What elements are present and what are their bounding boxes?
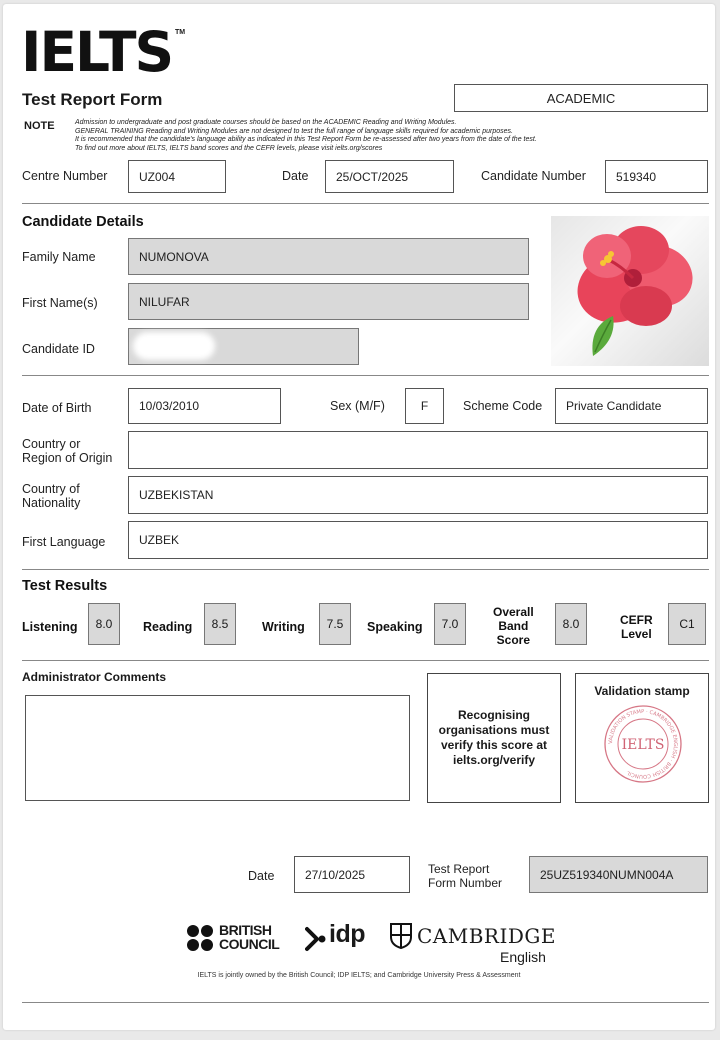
label-line: Test Report bbox=[428, 862, 490, 876]
candidate-photo bbox=[551, 216, 709, 366]
first-name-field: NILUFAR bbox=[128, 283, 529, 320]
validation-stamp-icon bbox=[603, 704, 683, 784]
date-label: Date bbox=[282, 169, 309, 183]
candidate-details-title: Candidate Details bbox=[22, 214, 144, 230]
writing-score: 7.5 bbox=[319, 603, 351, 645]
module-box: ACADEMIC bbox=[454, 84, 708, 112]
divider bbox=[22, 1002, 709, 1003]
verify-notice: Recognising organisations must verify this score at ielts.org/verify bbox=[427, 673, 561, 803]
country-origin-label bbox=[22, 437, 112, 465]
bc-text bbox=[219, 923, 279, 951]
writing-label: Writing bbox=[262, 620, 305, 634]
note-line: Admission to undergraduate and post graduate courses should be based on the ACADEMIC Reading and Writing Modules. bbox=[75, 119, 457, 126]
trademark: TM bbox=[175, 29, 186, 36]
candidate-number-field: 519340 bbox=[605, 160, 708, 193]
listening-label: Listening bbox=[22, 620, 78, 634]
label-line: Form Number bbox=[428, 876, 503, 890]
family-name-label: Family Name bbox=[22, 250, 96, 264]
nationality-field: UZBEKISTAN bbox=[128, 476, 708, 514]
redaction bbox=[133, 332, 215, 360]
scheme-code-label: Scheme Code bbox=[463, 399, 543, 413]
label-line: BRITISH bbox=[219, 922, 272, 938]
cambridge-shield-icon bbox=[390, 923, 412, 949]
divider bbox=[22, 660, 709, 661]
british-council-dots-icon bbox=[186, 924, 216, 954]
stamp-title: Validation stamp bbox=[594, 684, 690, 698]
overall-score: 8.0 bbox=[555, 603, 587, 645]
divider bbox=[22, 569, 709, 570]
hibiscus-flower-icon bbox=[551, 216, 709, 366]
label-line: Region of Origin bbox=[22, 451, 113, 465]
label-line: Nationality bbox=[22, 496, 81, 510]
dob-field: 10/03/2010 bbox=[128, 388, 281, 424]
svg-text:VALIDATION STAMP · CAMBRIDGE E: VALIDATION STAMP · CAMBRIDGE ENGLISH · BRITISH COUNCIL bbox=[607, 708, 679, 780]
validation-stamp-box bbox=[575, 673, 709, 803]
trf-label bbox=[428, 862, 502, 890]
label-line: Score bbox=[496, 633, 531, 647]
label-line: Level bbox=[620, 627, 652, 641]
divider bbox=[22, 375, 709, 376]
scheme-code-field: Private Candidate bbox=[555, 388, 708, 424]
speaking-label: Speaking bbox=[367, 620, 423, 634]
label-line: CEFR bbox=[620, 613, 653, 627]
first-name-label: First Name(s) bbox=[22, 296, 98, 310]
note-line: GENERAL TRAINING Reading and Writing Modules are not designed to test the full range of language skills required for academic purposes. bbox=[75, 127, 513, 135]
speaking-score: 7.0 bbox=[434, 603, 466, 645]
label-line: Country or bbox=[22, 437, 81, 451]
dob-label: Date of Birth bbox=[22, 401, 92, 415]
candidate-number-label: Candidate Number bbox=[481, 169, 586, 183]
nationality-label bbox=[22, 482, 80, 510]
form-title: Test Report Form bbox=[22, 90, 163, 109]
admin-comments-title: Administrator Comments bbox=[22, 670, 167, 684]
country-origin-field bbox=[128, 431, 708, 469]
test-report-form bbox=[3, 4, 715, 1030]
footer-date-field: 27/10/2025 bbox=[294, 856, 410, 893]
english-text: English bbox=[500, 949, 546, 965]
first-language-field: UZBEK bbox=[128, 521, 708, 559]
sex-label: Sex (M/F) bbox=[330, 399, 385, 413]
test-results-title: Test Results bbox=[22, 578, 108, 594]
note-text bbox=[75, 119, 655, 153]
trf-number-field: 25UZ519340NUMN004A bbox=[529, 856, 708, 893]
first-language-label: First Language bbox=[22, 535, 106, 549]
candidate-id-label: Candidate ID bbox=[22, 342, 95, 356]
cefr-label bbox=[620, 613, 653, 641]
cefr-level: C1 bbox=[668, 603, 706, 645]
family-name-field: NUMONOVA bbox=[128, 238, 529, 275]
svg-text:IELTS: IELTS bbox=[621, 737, 665, 753]
ielts-logo: IELTS bbox=[21, 20, 173, 84]
label-line: Country of bbox=[22, 482, 80, 496]
ownership-note: IELTS is jointly owned by the British Council; IDP IELTS; and Cambridge University Press & Assessment bbox=[197, 972, 521, 979]
note-line: It is recommended that the candidate's language ability as indicated in this Test Report Form be re-assessed after two years from the date of the test. bbox=[75, 136, 537, 144]
cambridge-text: CAMBRIDGE bbox=[417, 924, 556, 948]
centre-number-label: Centre Number bbox=[22, 169, 108, 183]
overall-label bbox=[493, 605, 534, 647]
note-label: NOTE bbox=[24, 120, 55, 132]
listening-score: 8.0 bbox=[88, 603, 120, 645]
label-line: Overall bbox=[493, 605, 534, 619]
sex-field: F bbox=[405, 388, 444, 424]
footer-date-label: Date bbox=[248, 869, 275, 883]
idp-mark-icon bbox=[305, 925, 327, 953]
label-line: COUNCIL bbox=[219, 936, 280, 952]
note-line: To find out more about IELTS, IELTS band scores and the CEFR levels, please visit ielts.org/scores bbox=[75, 144, 383, 152]
centre-number-field: UZ004 bbox=[128, 160, 226, 193]
admin-comments-box bbox=[25, 695, 410, 801]
divider bbox=[22, 203, 709, 204]
reading-label: Reading bbox=[143, 620, 193, 634]
label-line: Band bbox=[498, 619, 529, 633]
date-field: 25/OCT/2025 bbox=[325, 160, 454, 193]
reading-score: 8.5 bbox=[204, 603, 236, 645]
idp-text: idp bbox=[329, 920, 365, 948]
